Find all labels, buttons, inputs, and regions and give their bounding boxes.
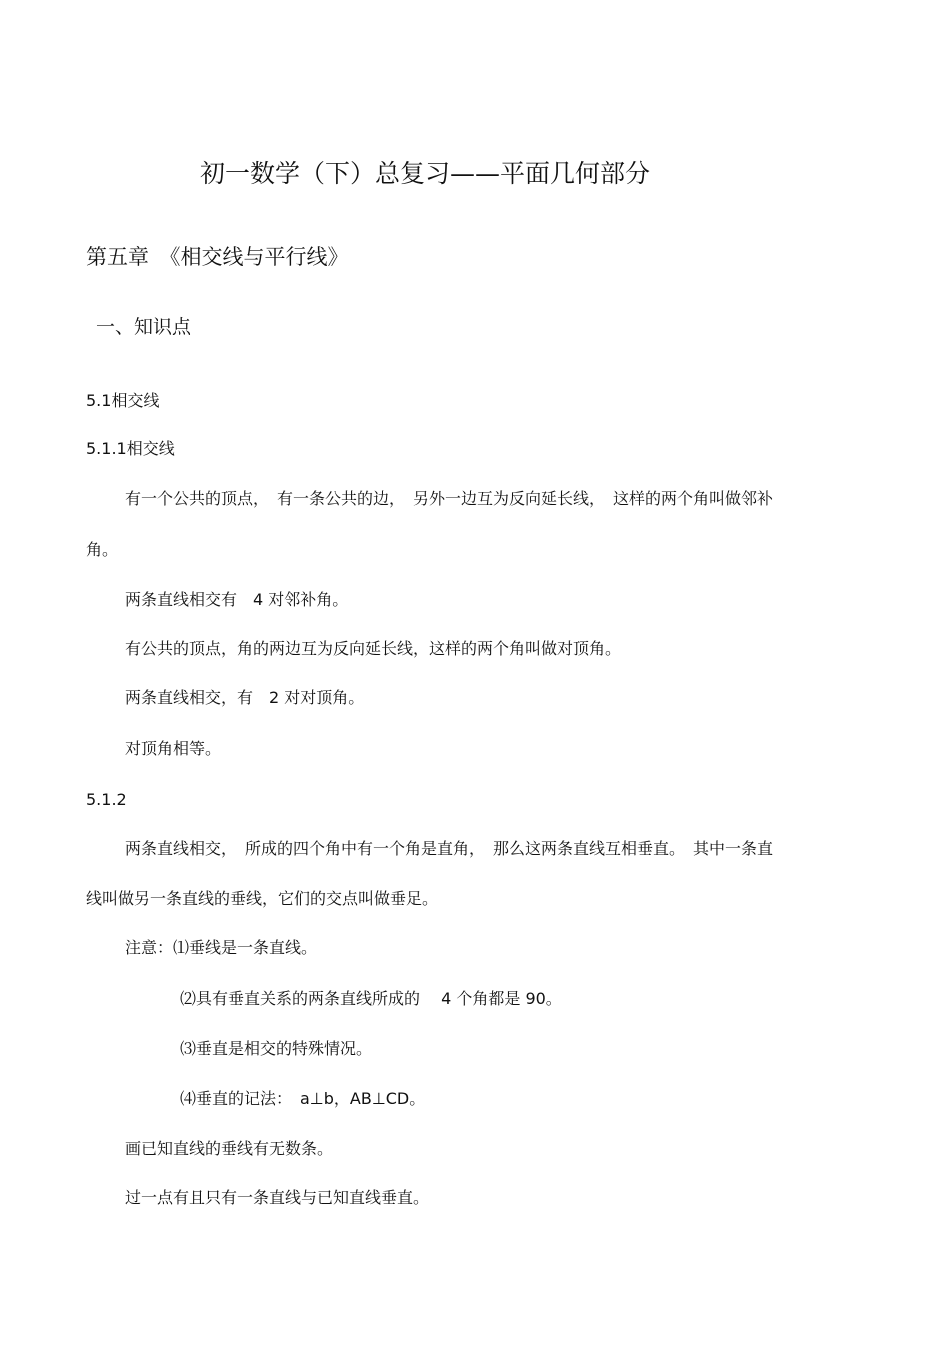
subsection-heading-5-1: 5.1相交线 — [86, 391, 160, 410]
paragraph-adjacent-angle-definition-line2: 角。 — [86, 540, 119, 559]
paragraph-adjacent-angle-definition-line1: 有一个公共的顶点， 有一条公共的边， 另外一边互为反向延长线， 这样的两个角叫做邻补 — [125, 489, 774, 508]
paragraph-perpendicular-definition-line1: 两条直线相交， 所成的四个角中有一个角是直角， 那么这两条直线互相垂直。 其中一条直 — [125, 839, 774, 858]
paragraph-perpendicular-definition-line2: 线叫做另一条直线的垂线，它们的交点叫做垂足。 — [86, 889, 439, 908]
note-item-4: ⑷垂直的记法： a⊥b，AB⊥CD。 — [180, 1089, 426, 1108]
note-item-2: ⑵具有垂直关系的两条直线所成的 4 个角都是 90。 — [180, 989, 562, 1008]
paragraph-vertical-angles-equal: 对顶角相等。 — [125, 739, 222, 758]
chapter-heading: 第五章 《相交线与平行线》 — [86, 245, 349, 269]
subsection-heading-5-1-1: 5.1.1相交线 — [86, 439, 175, 458]
paragraph-infinite-perpendiculars: 画已知直线的垂线有无数条。 — [125, 1139, 334, 1158]
paragraph-unique-perpendicular: 过一点有且只有一条直线与已知直线垂直。 — [125, 1188, 430, 1207]
note-item-3: ⑶垂直是相交的特殊情况。 — [180, 1039, 373, 1058]
document-title: 初一数学（下）总复习——平面几何部分 — [200, 159, 651, 188]
subsection-heading-5-1-2: 5.1.2 — [86, 790, 127, 809]
paragraph-vertical-angle-definition: 有公共的顶点，角的两边互为反向延长线，这样的两个角叫做对顶角。 — [125, 639, 622, 658]
paragraph-vertical-angle-count: 两条直线相交，有 2 对对顶角。 — [125, 688, 365, 707]
note-item-1: 注意：⑴垂线是一条直线。 — [125, 938, 318, 957]
paragraph-adjacent-angle-count: 两条直线相交有 4 对邻补角。 — [125, 590, 349, 609]
section-heading: 一、知识点 — [96, 316, 192, 338]
